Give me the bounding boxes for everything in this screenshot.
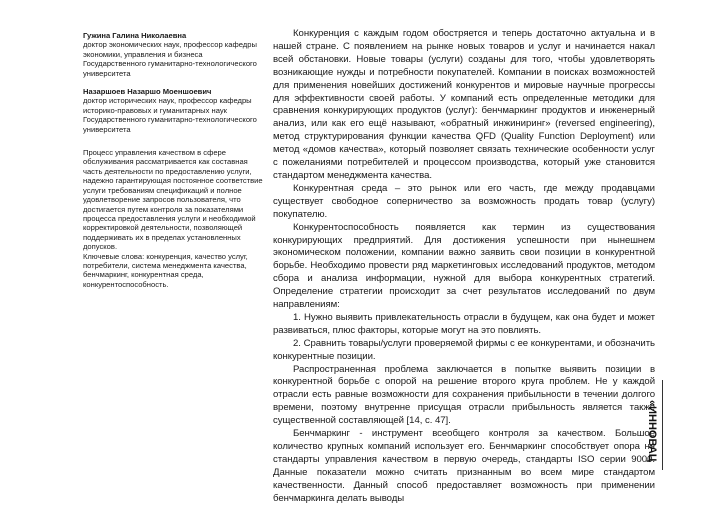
section-side-tab: «ИННОВАЦ bbox=[646, 400, 658, 462]
body-paragraph: Конкуренция с каждым годом обостряется и теперь достаточно актуальна и в нашей стране. С появлением на рынке новых товаров и услуг и начинается накал всей обстановки. Новые товары (услуги) созданы для того, чтобы удовлетворять возникающие нужды и потребности покупателей. Компании в поисках возможностей для применения новейших достижений конкурентов и мировые научные прогрессы для эффективности своей работы. У компаний есть определенные методики для сравнения конкурирующих продуктов (услуг): бенчмаркинг продуктов и инженерный анализ, или как его ещё называют, «обратный инжиниринг» (reversed engineering), метод структурирования функции качества QFD (Quality Function Deployment) или метод «домов качества», который позволяет связать технические особенности услуг с пожеланиями потребителей и процессом производства, который уже становится стандартом менеджмента качества. bbox=[273, 28, 655, 181]
body-paragraph: Распространенная проблема заключается в попытке выявить позиции в конкурентной борьбе с опорой на решение второго круга проблем. Не у каждой отрасли есть равные возможности для сохранения прибыльности в течении долгого времени, поэтому внутренне присущая отрасли прибыльность является также существенной составляющей [14, с. 47]. bbox=[273, 363, 655, 427]
author-affiliation: доктор экономических наук, профессор кафедры экономики, управления и бизнеса Государственного гуманитарно-технологического университета bbox=[83, 40, 257, 78]
keywords: Ключевые слова: конкуренция, качество услуг, потребители, система менеджмента качества, бенчмаркинг, конкурентная среда, конкурентоспособность. bbox=[83, 251, 248, 289]
article-body bbox=[273, 28, 655, 506]
author-block bbox=[83, 87, 263, 134]
author-affiliation: доктор исторических наук, профессор кафедры историко-правовых и гуманитарных наук Государственного гуманитарно-технологического университета bbox=[83, 96, 257, 134]
author-block bbox=[83, 31, 263, 78]
body-paragraph: Бенчмаркинг - инструмент всеобщего контроля за качеством. Большое количество крупных компаний использует его. Бенчмаркинг способствует опора на стандарты управления качеством в первую очередь, стандарты ISO серии 9000. Данные показатели можно считать признанным во всем мире стандартом качественности. Данный способ предоставляет возможность при применении бенчмаркинга делать выводы bbox=[273, 428, 655, 504]
body-paragraph: 2. Сравнить товары/услуги проверяемой фирмы с ее конкурентами, и обозначить конкурентные позиции. bbox=[273, 337, 655, 362]
author-name: Назаршоев Назаршо Моеншоевич bbox=[83, 87, 212, 97]
body-paragraph: 1. Нужно выявить привлекательность отрасли в будущем, как она будет и может развиваться, плюс факторы, которые могут на это повлиять. bbox=[273, 311, 655, 336]
body-paragraph: Конкурентная среда – это рынок или его часть, где между продавцами существует свободное соперничество за возможность продать товар (услугу) покупателю. bbox=[273, 182, 655, 220]
author-name: Гужина Галина Николаевна bbox=[83, 31, 187, 40]
body-paragraph: Конкурентоспособность появляется как термин из существования конкурирующих предприятий. Для достижения успешности при нынешнем экономическом положении, компании важно заявить свои позиции в конкурентной борьбе. Необходимо провести ряд маркетинговых исследований продуктов, методом сбора и анализа информации, нужной для выбора конкурентных стратегий. Определение стратегии происходит за счет результатов исследований по двум направлениям: bbox=[273, 221, 655, 311]
margin-rule bbox=[662, 380, 663, 470]
abstract: Процесс управления качеством в сфере обслуживания рассматривается как составная часть деятельности по предоставлению услуги, надежно гарантирующая постоянное соответствие услуги требованиям спецификаций и полное удовлетворение запросов пользователя, что достигается путем контроля за показателями процесса предоставления услуги и необходимой корректировкой деятельности, позволяющей поддерживать их в пределах установленных допусков. bbox=[83, 148, 263, 252]
author-column bbox=[83, 31, 263, 289]
